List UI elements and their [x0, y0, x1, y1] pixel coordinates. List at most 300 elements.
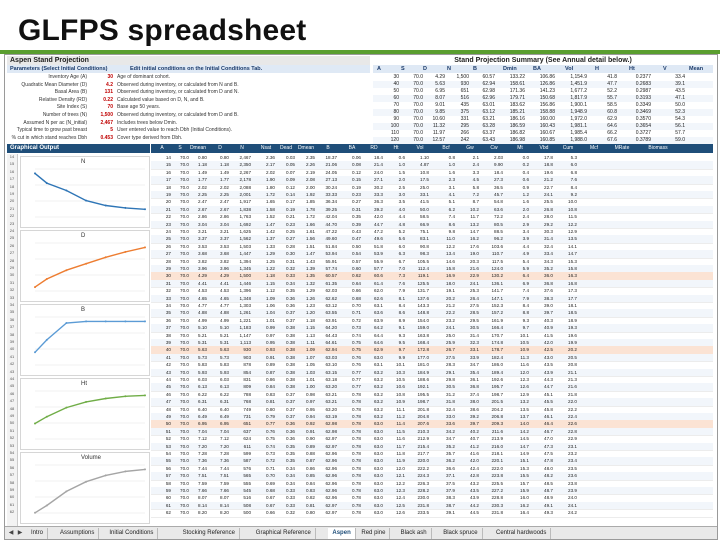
- table-cell[interactable]: 125.5: [417, 280, 429, 286]
- table-cell[interactable]: 43: [165, 369, 171, 375]
- table-cell[interactable]: 20.8: [568, 362, 577, 368]
- table-cell[interactable]: 2.4: [472, 162, 479, 168]
- table-cell[interactable]: 9.5: [398, 340, 405, 345]
- table-cell[interactable]: 228.8: [491, 495, 503, 501]
- table-cell[interactable]: 70.0: [180, 414, 189, 419]
- table-cell[interactable]: 12.9: [568, 229, 577, 234]
- table-cell[interactable]: 70.0: [180, 332, 189, 338]
- table-cell[interactable]: 5.83: [220, 362, 229, 368]
- table-cell[interactable]: 2.67: [198, 206, 207, 212]
- table-cell[interactable]: 37.1: [446, 473, 455, 479]
- table-cell[interactable]: 1.11: [306, 340, 315, 345]
- table-cell[interactable]: 0.80: [198, 155, 207, 160]
- table-cell[interactable]: 70.0: [180, 192, 189, 197]
- table-col-header[interactable]: RD: [370, 145, 378, 151]
- table-cell[interactable]: 0.36: [286, 428, 295, 434]
- table-cell[interactable]: 4.99: [198, 317, 207, 323]
- table-cell[interactable]: 31.8: [446, 399, 455, 405]
- tab-scroll-left-icon[interactable]: ◀: [8, 530, 14, 536]
- table-cell[interactable]: 17: [165, 177, 171, 183]
- table-cell[interactable]: 1,396: [239, 288, 251, 294]
- table-col-header[interactable]: Ht: [393, 145, 399, 151]
- table-cell[interactable]: 9.3: [522, 317, 529, 323]
- table-cell[interactable]: 137.6: [417, 295, 429, 301]
- table-cell[interactable]: 230.0: [417, 495, 429, 501]
- table-cell[interactable]: 1.29: [266, 251, 275, 257]
- table-cell[interactable]: 28.5: [470, 310, 479, 316]
- table-cell[interactable]: 0.77: [352, 384, 361, 390]
- table-cell[interactable]: 10.9: [396, 399, 405, 405]
- table-cell[interactable]: 15.1: [520, 458, 529, 464]
- table-cell[interactable]: 21.2: [446, 303, 455, 308]
- table-cell[interactable]: 0.32: [286, 510, 295, 516]
- table-cell[interactable]: 45.5: [544, 399, 553, 405]
- table-cell[interactable]: 26.8: [544, 206, 553, 212]
- table-cell[interactable]: 0.34: [286, 465, 295, 471]
- table-cell[interactable]: 16: [165, 169, 171, 175]
- table-cell[interactable]: 6.31: [198, 399, 207, 405]
- table-cell[interactable]: 59: [165, 488, 171, 493]
- table-cell[interactable]: 62.62: [325, 295, 337, 301]
- table-cell[interactable]: 105.5: [417, 258, 429, 264]
- table-cell[interactable]: 1.39: [306, 266, 315, 271]
- table-cell[interactable]: 166.4: [491, 325, 503, 331]
- table-cell[interactable]: 0.76: [266, 428, 275, 434]
- table-cell[interactable]: 70.0: [180, 295, 189, 301]
- table-cell[interactable]: 6.22: [198, 391, 207, 397]
- table-cell[interactable]: 0.78: [352, 443, 361, 449]
- table-cell[interactable]: 0.78: [352, 458, 361, 464]
- table-cell[interactable]: 37.9: [446, 488, 455, 493]
- table-cell[interactable]: 18.8: [544, 162, 553, 168]
- table-cell[interactable]: 18.1: [568, 303, 577, 308]
- table-cell[interactable]: 11.8: [396, 451, 405, 456]
- table-cell[interactable]: 64.20: [325, 325, 337, 331]
- table-cell[interactable]: 16.0: [520, 495, 529, 501]
- table-cell[interactable]: 70.0: [180, 443, 189, 449]
- table-cell[interactable]: 0.78: [352, 451, 361, 456]
- table-cell[interactable]: 0.78: [352, 465, 361, 471]
- table-cell[interactable]: 170.7: [491, 332, 503, 338]
- table-cell[interactable]: 0.0: [522, 155, 529, 160]
- table-cell[interactable]: 24.1: [544, 192, 553, 197]
- table-cell[interactable]: 45.1: [544, 391, 553, 397]
- table-cell[interactable]: 1.15: [266, 280, 275, 286]
- table-cell[interactable]: 46.7: [544, 428, 553, 434]
- table-cell[interactable]: 36: [165, 317, 171, 323]
- table-cell[interactable]: 7.59: [220, 480, 229, 486]
- table-cell[interactable]: 0.86: [306, 465, 315, 471]
- table-cell[interactable]: 51.84: [325, 243, 337, 249]
- table-cell[interactable]: 0.6: [522, 177, 529, 183]
- table-cell[interactable]: 14.5: [520, 436, 529, 442]
- tab-black-spruce[interactable]: Black spruce: [439, 528, 482, 539]
- table-cell[interactable]: 0.81: [306, 502, 315, 508]
- table-cell[interactable]: 30.5: [470, 325, 479, 331]
- table-cell[interactable]: 2.9: [522, 221, 529, 227]
- table-cell[interactable]: 3.04: [198, 221, 207, 227]
- table-cell[interactable]: 2.5: [398, 184, 405, 190]
- table-cell[interactable]: 70.0: [180, 428, 189, 434]
- table-cell[interactable]: 36.3: [374, 199, 383, 205]
- table-cell[interactable]: 195.5: [417, 391, 429, 397]
- table-cell[interactable]: 0.33: [286, 273, 295, 279]
- table-cell[interactable]: 157.2: [491, 310, 503, 316]
- table-cell[interactable]: 17.3: [568, 288, 577, 294]
- table-cell[interactable]: 70.0: [180, 280, 189, 286]
- table-cell[interactable]: 8.9: [398, 317, 405, 323]
- table-cell[interactable]: 14: [165, 155, 171, 160]
- table-cell[interactable]: 30: [165, 273, 171, 279]
- table-cell[interactable]: 7.51: [198, 473, 207, 479]
- table-col-header[interactable]: Cw: [490, 145, 498, 151]
- table-cell[interactable]: 31.4: [544, 236, 553, 242]
- table-cell[interactable]: 1.25: [266, 258, 275, 264]
- table-cell[interactable]: 23.2: [568, 451, 577, 456]
- table-cell[interactable]: 1.05: [306, 362, 315, 368]
- table-cell[interactable]: 5.1: [448, 199, 455, 205]
- table-cell[interactable]: 1,183: [239, 325, 251, 331]
- table-cell[interactable]: 0.33: [286, 488, 295, 493]
- table-cell[interactable]: 15.8: [446, 266, 455, 271]
- table-cell[interactable]: 62.94: [325, 347, 337, 353]
- table-col-header[interactable]: Mt: [517, 145, 523, 151]
- table-cell[interactable]: 1.77: [220, 177, 229, 183]
- table-cell[interactable]: 0.36: [286, 303, 295, 308]
- table-cell[interactable]: 70.0: [180, 169, 189, 175]
- table-cell[interactable]: 0.84: [266, 384, 275, 390]
- table-cell[interactable]: 0.38: [286, 369, 295, 375]
- table-cell[interactable]: 88.5: [494, 229, 503, 234]
- table-cell[interactable]: 16.4: [520, 510, 529, 516]
- table-cell[interactable]: 12.0: [396, 465, 405, 471]
- table-cell[interactable]: 24.2: [568, 510, 577, 516]
- table-cell[interactable]: 4.29: [198, 273, 207, 279]
- table-cell[interactable]: 211.6: [491, 428, 503, 434]
- table-cell[interactable]: 204.2: [491, 406, 503, 412]
- table-cell[interactable]: 0.70: [266, 473, 275, 479]
- table-cell[interactable]: 29.5: [470, 317, 479, 323]
- table-cell[interactable]: 23.4: [568, 458, 577, 464]
- table-cell[interactable]: 6.7: [398, 258, 405, 264]
- table-cell[interactable]: 0.77: [352, 369, 361, 375]
- table-cell[interactable]: 2.1: [472, 155, 479, 160]
- table-cell[interactable]: 0.77: [266, 421, 275, 427]
- table-cell[interactable]: 62.96: [325, 488, 337, 493]
- table-cell[interactable]: 31.4: [470, 332, 479, 338]
- table-cell[interactable]: 46.4: [544, 421, 553, 427]
- table-cell[interactable]: 61.35: [325, 280, 337, 286]
- table-cell[interactable]: 3.9: [522, 236, 529, 242]
- table-cell[interactable]: 6.0: [398, 243, 405, 249]
- table-cell[interactable]: 63.20: [325, 406, 337, 412]
- table-cell[interactable]: 516: [243, 495, 251, 501]
- table-cell[interactable]: 0.89: [306, 443, 315, 449]
- table-cell[interactable]: 63.9: [374, 317, 383, 323]
- table-cell[interactable]: 0.35: [286, 443, 295, 449]
- table-cell[interactable]: 1.58: [266, 206, 275, 212]
- table-cell[interactable]: 5.73: [198, 354, 207, 360]
- table-cell[interactable]: 21.6: [568, 384, 577, 390]
- table-cell[interactable]: 854: [243, 369, 251, 375]
- table-cell[interactable]: 1.01: [306, 377, 315, 382]
- table-cell[interactable]: 0.75: [352, 347, 361, 353]
- table-cell[interactable]: 40.2: [470, 428, 479, 434]
- table-cell[interactable]: 70.0: [180, 258, 189, 264]
- table-cell[interactable]: 15.3: [520, 465, 529, 471]
- table-cell[interactable]: 21.1: [568, 369, 577, 375]
- table-cell[interactable]: 0.78: [352, 488, 361, 493]
- table-col-header[interactable]: Dmean: [189, 145, 207, 151]
- table-cell[interactable]: 54.8: [494, 199, 503, 205]
- table-cell[interactable]: 56: [165, 465, 171, 471]
- table-cell[interactable]: 4.5: [472, 177, 479, 183]
- table-cell[interactable]: 587: [243, 458, 251, 464]
- table-cell[interactable]: 0.84: [306, 480, 315, 486]
- table-cell[interactable]: 14.7: [520, 443, 529, 449]
- table-cell[interactable]: 62: [165, 510, 171, 516]
- table-cell[interactable]: 96.2: [494, 236, 503, 242]
- table-cell[interactable]: 63.0: [374, 443, 383, 449]
- table-cell[interactable]: 7.51: [220, 473, 229, 479]
- table-cell[interactable]: 220.0: [417, 458, 429, 464]
- table-cell[interactable]: 1.49: [198, 169, 207, 175]
- table-cell[interactable]: 2.08: [306, 177, 315, 183]
- table-cell[interactable]: 30.5: [446, 384, 455, 390]
- table-cell[interactable]: 36.1: [470, 377, 479, 382]
- table-cell[interactable]: 26.4: [470, 295, 479, 301]
- table-cell[interactable]: 21.3: [568, 377, 577, 382]
- table-cell[interactable]: 0.78: [352, 421, 361, 427]
- table-cell[interactable]: 8.6: [448, 221, 455, 227]
- param-value[interactable]: 4.2: [106, 81, 113, 88]
- table-cell[interactable]: 9.2: [570, 192, 577, 197]
- tab-scroll-right-icon[interactable]: ▶: [17, 530, 23, 536]
- table-cell[interactable]: 0.03: [286, 155, 295, 160]
- table-cell[interactable]: 103.6: [491, 243, 503, 249]
- table-cell[interactable]: 5.73: [220, 354, 229, 360]
- table-cell[interactable]: 1.20: [306, 310, 315, 316]
- table-cell[interactable]: 0.75: [266, 436, 275, 442]
- table-cell[interactable]: 1.33: [266, 243, 275, 249]
- table-cell[interactable]: 154.0: [417, 317, 429, 323]
- param-value[interactable]: 30: [107, 74, 113, 80]
- table-cell[interactable]: 45: [165, 384, 171, 390]
- table-cell[interactable]: 110.7: [491, 251, 503, 257]
- table-cell[interactable]: 47.2: [374, 229, 383, 234]
- table-cell[interactable]: 44.2: [470, 502, 479, 508]
- table-cell[interactable]: 2.02: [266, 169, 275, 175]
- table-cell[interactable]: 44.70: [325, 221, 337, 227]
- table-cell[interactable]: 48.2: [544, 473, 553, 479]
- table-cell[interactable]: 62.9: [374, 347, 383, 353]
- table-cell[interactable]: 54: [165, 451, 171, 456]
- table-cell[interactable]: 1.72: [306, 214, 315, 220]
- table-cell[interactable]: 43.0: [544, 354, 553, 360]
- table-cell[interactable]: 0.35: [286, 288, 295, 294]
- table-cell[interactable]: 51.8: [374, 243, 383, 249]
- table-cell[interactable]: 8.8: [522, 310, 529, 316]
- table-cell[interactable]: 7.04: [220, 428, 229, 434]
- table-cell[interactable]: 43.9: [544, 369, 553, 375]
- table-cell[interactable]: 565: [243, 473, 251, 479]
- table-cell[interactable]: 41.2: [470, 443, 479, 449]
- table-cell[interactable]: 48.9: [544, 495, 553, 501]
- table-cell[interactable]: 0.05: [286, 162, 295, 168]
- table-cell[interactable]: 0.62: [352, 273, 361, 279]
- table-cell[interactable]: 17.5: [420, 177, 429, 183]
- table-cell[interactable]: 2.25: [220, 192, 229, 197]
- table-cell[interactable]: 64.6: [374, 340, 383, 345]
- table-cell[interactable]: 0.38: [286, 377, 295, 382]
- table-cell[interactable]: 42.0: [544, 340, 553, 345]
- table-cell[interactable]: 48.7: [544, 488, 553, 493]
- table-cell[interactable]: 32.3: [470, 340, 479, 345]
- table-cell[interactable]: 36.5: [494, 184, 503, 190]
- table-cell[interactable]: 0.64: [352, 280, 361, 286]
- table-cell[interactable]: 0.60: [352, 266, 361, 271]
- table-cell[interactable]: 9.8: [448, 229, 455, 234]
- table-cell[interactable]: 11.7: [396, 443, 405, 449]
- table-cell[interactable]: 1.5: [398, 169, 405, 175]
- table-cell[interactable]: 3.82: [198, 258, 207, 264]
- table-cell[interactable]: 70.0: [180, 317, 189, 323]
- table-cell[interactable]: 0.78: [352, 406, 361, 412]
- table-cell[interactable]: 19.6: [568, 332, 577, 338]
- table-cell[interactable]: 70.0: [180, 421, 189, 427]
- table-cell[interactable]: 222.0: [491, 465, 503, 471]
- table-cell[interactable]: 15: [165, 162, 171, 168]
- table-cell[interactable]: 0.50: [352, 243, 361, 249]
- table-cell[interactable]: 49.3: [544, 510, 553, 516]
- table-cell[interactable]: 136.1: [491, 280, 503, 286]
- table-cell[interactable]: 508: [243, 502, 251, 508]
- table-cell[interactable]: 40: [165, 347, 171, 353]
- table-col-header[interactable]: Dmean: [297, 145, 315, 151]
- table-cell[interactable]: 33.33: [325, 192, 337, 197]
- table-cell[interactable]: 0.36: [286, 295, 295, 301]
- table-cell[interactable]: 0.72: [352, 317, 361, 323]
- table-col-header[interactable]: Bcf: [442, 145, 450, 151]
- table-cell[interactable]: 1.10: [420, 155, 429, 160]
- table-cell[interactable]: 60.6: [374, 273, 383, 279]
- table-cell[interactable]: 611: [243, 443, 251, 449]
- table-cell[interactable]: 23.8: [568, 480, 577, 486]
- tab-red-pine[interactable]: Red pine: [357, 528, 390, 539]
- table-cell[interactable]: 10.0: [568, 199, 577, 205]
- table-cell[interactable]: 22.7: [544, 184, 553, 190]
- table-cell[interactable]: 42.8: [470, 473, 479, 479]
- table-cell[interactable]: 0.71: [352, 310, 361, 316]
- table-cell[interactable]: 63.03: [325, 354, 337, 360]
- table-cell[interactable]: 43.5: [470, 488, 479, 493]
- table-cell[interactable]: 0.76: [352, 362, 361, 368]
- table-cell[interactable]: 222.2: [417, 465, 429, 471]
- table-cell[interactable]: 1.49: [220, 169, 229, 175]
- table-cell[interactable]: 226.3: [417, 480, 429, 486]
- table-cell[interactable]: 23: [165, 221, 171, 227]
- table-cell[interactable]: 12.2: [568, 221, 577, 227]
- table-cell[interactable]: 41.6: [470, 451, 479, 456]
- param-value[interactable]: 70: [107, 104, 113, 111]
- table-cell[interactable]: 10.8: [396, 391, 405, 397]
- table-cell[interactable]: 159.0: [417, 325, 429, 331]
- table-cell[interactable]: 27.5: [446, 354, 455, 360]
- table-cell[interactable]: 5.10: [220, 325, 229, 331]
- table-cell[interactable]: 10.1: [396, 362, 405, 368]
- table-cell[interactable]: 7.9: [398, 288, 405, 294]
- table-cell[interactable]: 47.5: [544, 451, 553, 456]
- table-cell[interactable]: 24.0: [568, 495, 577, 501]
- table-cell[interactable]: 11.4: [396, 421, 405, 427]
- param-value[interactable]: 5: [110, 127, 113, 134]
- table-cell[interactable]: 10.5: [396, 377, 405, 382]
- table-cell[interactable]: 204.8: [417, 414, 429, 419]
- table-cell[interactable]: 4.1: [448, 192, 455, 197]
- table-cell[interactable]: 213.9: [491, 436, 503, 442]
- table-cell[interactable]: 33.4: [544, 251, 553, 257]
- table-cell[interactable]: 9.9: [398, 354, 405, 360]
- table-cell[interactable]: 231.8: [491, 510, 503, 516]
- table-col-header[interactable]: Vbd: [539, 145, 549, 151]
- table-cell[interactable]: 12.2: [396, 480, 405, 486]
- table-cell[interactable]: 0.4: [522, 169, 529, 175]
- table-cell[interactable]: 6.8: [570, 169, 577, 175]
- table-cell[interactable]: 220.1: [491, 458, 503, 464]
- table-cell[interactable]: 2.00: [306, 184, 315, 190]
- table-cell[interactable]: 70.0: [180, 221, 189, 227]
- table-cell[interactable]: 1,500: [239, 273, 251, 279]
- table-cell[interactable]: 5.31: [220, 340, 229, 345]
- table-cell[interactable]: 63.2: [374, 414, 383, 419]
- table-cell[interactable]: 42.04: [325, 214, 337, 220]
- table-cell[interactable]: 60.57: [325, 273, 337, 279]
- table-cell[interactable]: 4.9: [522, 251, 529, 257]
- table-cell[interactable]: 0.66: [352, 288, 361, 294]
- table-cell[interactable]: 48: [165, 406, 171, 412]
- table-cell[interactable]: 0.6: [398, 155, 405, 160]
- table-cell[interactable]: 24: [165, 229, 171, 234]
- table-cell[interactable]: 5.93: [198, 369, 207, 375]
- table-cell[interactable]: 70.0: [180, 480, 189, 486]
- table-cell[interactable]: 83.1: [420, 236, 429, 242]
- table-cell[interactable]: 903: [243, 354, 251, 360]
- table-cell[interactable]: 38.3: [446, 495, 455, 501]
- table-cell[interactable]: 49: [165, 414, 171, 419]
- table-cell[interactable]: 17.7: [568, 295, 577, 301]
- table-col-header[interactable]: A: [160, 145, 164, 151]
- table-cell[interactable]: 64.43: [325, 332, 337, 338]
- table-cell[interactable]: 23.2: [446, 317, 455, 323]
- table-cell[interactable]: 35: [165, 310, 171, 316]
- table-cell[interactable]: 47: [165, 399, 171, 405]
- table-cell[interactable]: 39.7: [470, 421, 479, 427]
- table-cell[interactable]: 63.0: [374, 488, 383, 493]
- table-cell[interactable]: 1.61: [306, 229, 315, 234]
- table-cell[interactable]: 0.23: [352, 192, 361, 197]
- table-cell[interactable]: 6.9: [522, 280, 529, 286]
- table-cell[interactable]: 53.94: [325, 251, 337, 257]
- table-cell[interactable]: 3.21: [220, 229, 229, 234]
- table-cell[interactable]: 147.1: [491, 295, 503, 301]
- table-cell[interactable]: 70.0: [180, 495, 189, 501]
- table-cell[interactable]: 0.69: [266, 480, 275, 486]
- table-cell[interactable]: 1,261: [239, 310, 251, 316]
- table-cell[interactable]: 63.55: [325, 310, 337, 316]
- table-cell[interactable]: 9.7: [522, 325, 529, 331]
- table-cell[interactable]: 22.2: [446, 310, 455, 316]
- table-cell[interactable]: 18.37: [325, 155, 337, 160]
